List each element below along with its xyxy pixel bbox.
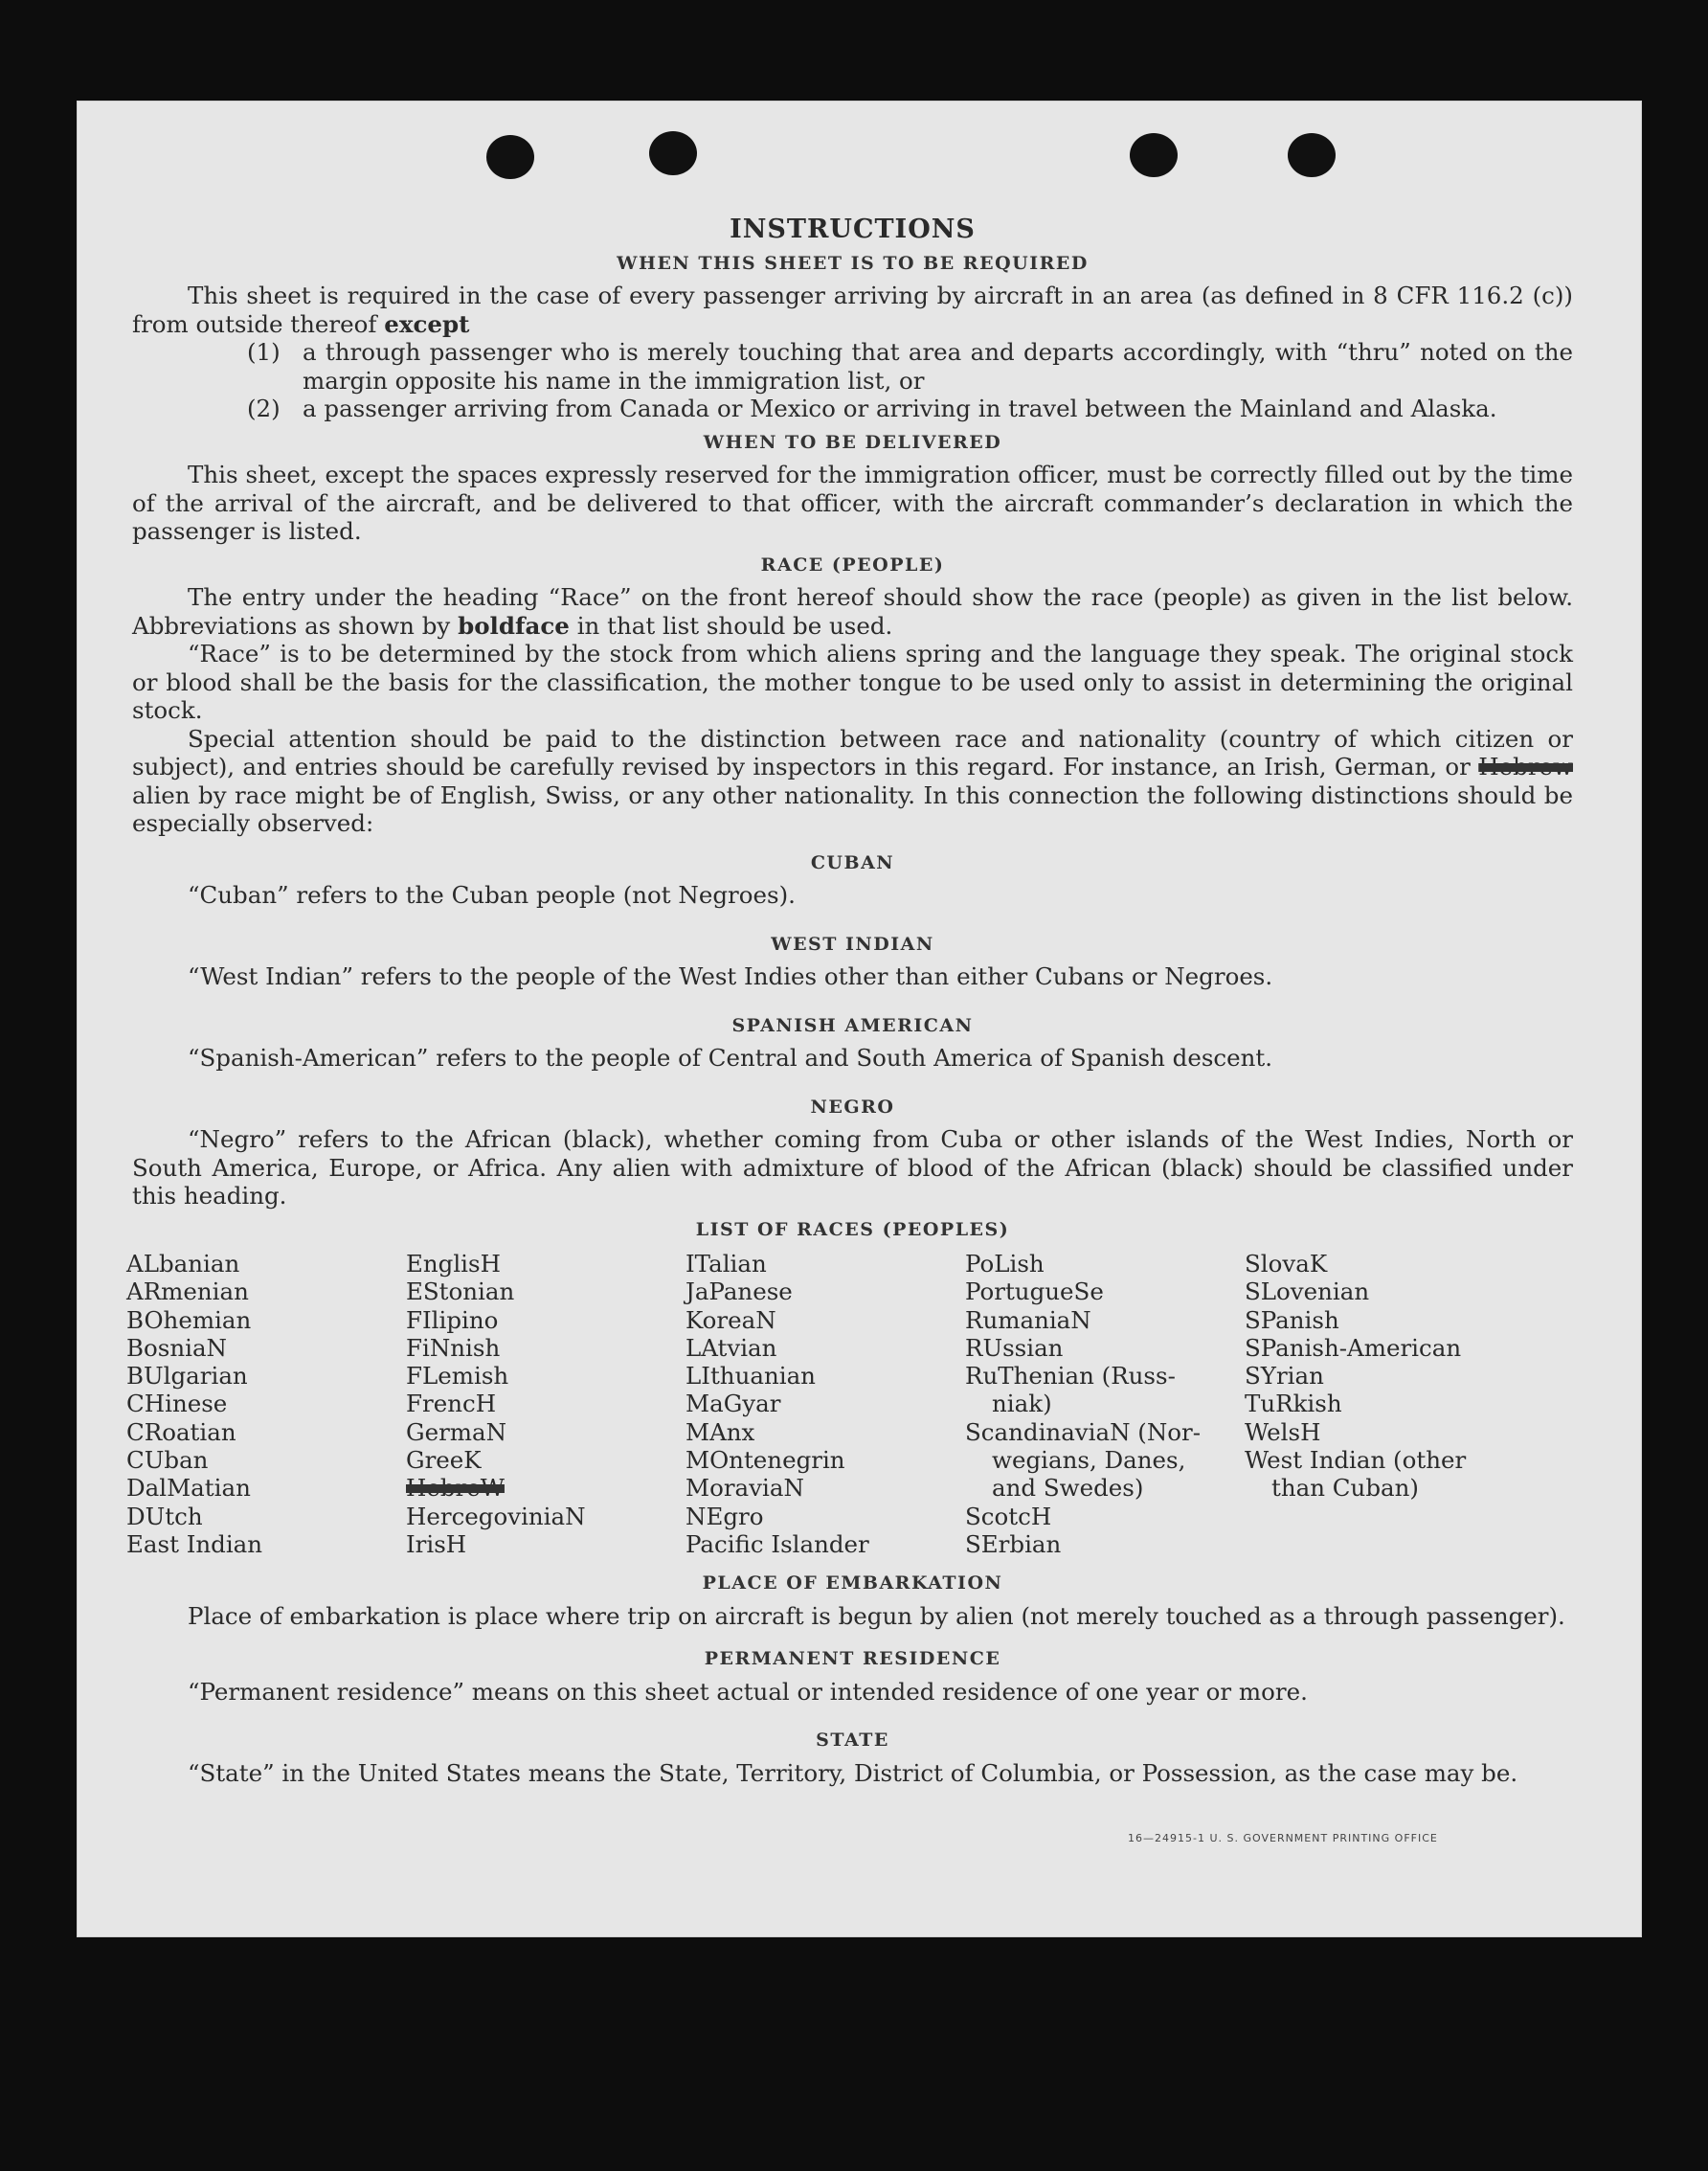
race-item: MOntenegrin xyxy=(685,1446,845,1475)
race-item: IrisH xyxy=(406,1529,467,1558)
races-column-4 xyxy=(965,1250,1245,1558)
race-item: wegians, Danes, xyxy=(992,1446,1186,1475)
struck-word: Hebrew xyxy=(1478,753,1573,780)
race-item: SYrian xyxy=(1245,1362,1324,1391)
race-paragraph-3: Special attention should be paid to the distinction between race and nationality (country of which citizen or subject), and entries should be carefully revised by inspectors in this regard. For instance, an Irish, German, or Hebrew alien by race might be of English, Swiss, or any other nationality. In this connection the following distinctions should be especially observed: xyxy=(132,724,1573,837)
punch-hole xyxy=(1130,133,1178,177)
race-item: HebreW xyxy=(406,1474,505,1503)
race-item: MaGyar xyxy=(685,1390,781,1418)
race-item: RUssian xyxy=(965,1333,1064,1362)
race-item: JaPanese xyxy=(685,1278,793,1306)
race-item: GermaN xyxy=(406,1417,507,1446)
race-item: West Indian (other xyxy=(1245,1446,1467,1475)
race-item: DUtch xyxy=(126,1502,203,1530)
heading-negro: NEGRO xyxy=(810,1096,895,1118)
races-list xyxy=(126,1250,1573,1558)
races-column-5 xyxy=(1245,1250,1524,1558)
race-item: RumaniaN xyxy=(965,1305,1091,1334)
negro-text: “Negro” refers to the African (black), whether coming from Cuba or other islands of the West Indies, North or South America, Europe, or Africa. Any alien with admixture of blood of the African (black) should be classified under this heading. xyxy=(132,1125,1573,1210)
race-item: ScotcH xyxy=(965,1502,1052,1530)
race-item: and Swedes) xyxy=(992,1474,1144,1503)
races-column-2 xyxy=(406,1250,685,1558)
race-item: FrencH xyxy=(406,1390,497,1418)
printing-office-code: 16—24915-1 U. S. GOVERNMENT PRINTING OFFICE xyxy=(1128,1832,1438,1844)
heading-spanish-american: SPANISH AMERICAN xyxy=(731,1014,974,1036)
heading-delivered: WHEN TO BE DELIVERED xyxy=(703,431,1002,453)
race-item: CRoatian xyxy=(126,1417,236,1446)
heading-required: WHEN THIS SHEET IS TO BE REQUIRED xyxy=(617,252,1089,274)
embarkation-text: Place of embarkation is place where trip on aircraft is begun by alien (not merely touched as a through passenger). xyxy=(188,1601,1565,1630)
races-column-3 xyxy=(685,1250,965,1558)
list-item: (2) a passenger arriving from Canada or Mexico or arriving in travel between the Mainland and Alaska. xyxy=(247,395,1497,422)
race-item: WelsH xyxy=(1245,1417,1321,1446)
punch-hole xyxy=(486,135,534,179)
races-column-1 xyxy=(126,1250,406,1558)
race-item: SErbian xyxy=(965,1529,1062,1558)
race-item: SLovenian xyxy=(1245,1278,1370,1306)
heading-west-indian: WEST INDIAN xyxy=(771,933,934,955)
race-item: MoraviaN xyxy=(685,1474,804,1503)
state-text: “State” in the United States means the State, Territory, District of Columbia, or Possession, as the case may be. xyxy=(188,1758,1518,1787)
west-indian-text: “West Indian” refers to the people of the West Indies other than either Cubans or Negroes. xyxy=(188,962,1273,990)
heading-race: RACE (PEOPLE) xyxy=(760,554,945,576)
race-item: East Indian xyxy=(126,1529,263,1558)
punch-hole xyxy=(1288,133,1336,177)
race-item: FLemish xyxy=(406,1362,509,1391)
heading-state: STATE xyxy=(816,1730,889,1752)
race-item: SlovaK xyxy=(1245,1250,1328,1278)
race-item: GreeK xyxy=(406,1446,482,1475)
race-paragraph-2: “Race” is to be determined by the stock from which aliens spring and the language they speak. The original stock or blood shall be the basis for the classification, the mother tongue to be used only to assist in determining the original stock. xyxy=(132,640,1573,724)
cuban-text: “Cuban” refers to the Cuban people (not Negroes). xyxy=(188,881,796,909)
race-item: KoreaN xyxy=(685,1305,776,1334)
race-item: ALbanian xyxy=(126,1250,240,1278)
heading-cuban: CUBAN xyxy=(810,851,895,873)
list-item: (1) a through passenger who is merely touching that area and departs accordingly, with “thru” noted on the margin opposite his name in the immigration list, or xyxy=(247,338,1573,395)
race-item: ITalian xyxy=(685,1250,767,1278)
race-paragraph-1: The entry under the heading “Race” on the front hereof should show the race (people) as given in the list below. Abbreviations as shown by boldface in that list should be used. xyxy=(132,583,1573,640)
race-item: CHinese xyxy=(126,1390,228,1418)
instructions-content xyxy=(126,215,1573,1787)
document-sheet xyxy=(77,101,1642,1937)
race-item: SPanish-American xyxy=(1245,1333,1462,1362)
race-item: BUlgarian xyxy=(126,1362,248,1391)
race-item: LIthuanian xyxy=(685,1362,816,1391)
race-item: LAtvian xyxy=(685,1333,777,1362)
race-item: Pacific Islander xyxy=(685,1529,869,1558)
punch-hole xyxy=(649,131,697,175)
heading-list-of-races: LIST OF RACES (PEOPLES) xyxy=(695,1218,1010,1240)
heading-residence: PERMANENT RESIDENCE xyxy=(704,1648,1001,1670)
race-item: CUban xyxy=(126,1446,209,1475)
race-item: HercegoviniaN xyxy=(406,1502,586,1530)
race-item: NEgro xyxy=(685,1502,764,1530)
race-item: EStonian xyxy=(406,1278,515,1306)
page-title: INSTRUCTIONS xyxy=(730,215,976,244)
race-item: niak) xyxy=(992,1390,1052,1418)
delivered-text: This sheet, except the spaces expressly reserved for the immigration officer, must be correctly filled out by the time of the arrival of the aircraft, and be delivered to that officer, with the aircraft commander’s declaration in which the passenger is listed. xyxy=(132,461,1573,545)
race-item: ScandinaviaN (Nor- xyxy=(965,1417,1202,1446)
required-intro: This sheet is required in the case of every passenger arriving by aircraft in an area (as defined in 8 CFR 116.2 (c)) from outside thereof except xyxy=(132,282,1573,338)
race-item: FIlipino xyxy=(406,1305,499,1334)
race-item: ARmenian xyxy=(126,1278,249,1306)
race-item: MAnx xyxy=(685,1417,755,1446)
race-item: TuRkish xyxy=(1245,1390,1342,1418)
race-item: FiNnish xyxy=(406,1333,501,1362)
race-item: BosniaN xyxy=(126,1333,227,1362)
race-item: BOhemian xyxy=(126,1305,252,1334)
race-item: DalMatian xyxy=(126,1474,251,1503)
race-item: PoLish xyxy=(965,1250,1045,1278)
residence-text: “Permanent residence” means on this sheet actual or intended residence of one year or more. xyxy=(188,1677,1308,1706)
race-item: EnglisH xyxy=(406,1250,501,1278)
race-item: PortugueSe xyxy=(965,1278,1104,1306)
race-item: than Cuban) xyxy=(1271,1474,1419,1503)
race-item: RuThenian (Russ- xyxy=(965,1362,1176,1391)
heading-embarkation: PLACE OF EMBARKATION xyxy=(702,1572,1003,1594)
race-item: SPanish xyxy=(1245,1305,1339,1334)
spanish-american-text: “Spanish-American” refers to the people of Central and South America of Spanish descent. xyxy=(188,1044,1273,1072)
